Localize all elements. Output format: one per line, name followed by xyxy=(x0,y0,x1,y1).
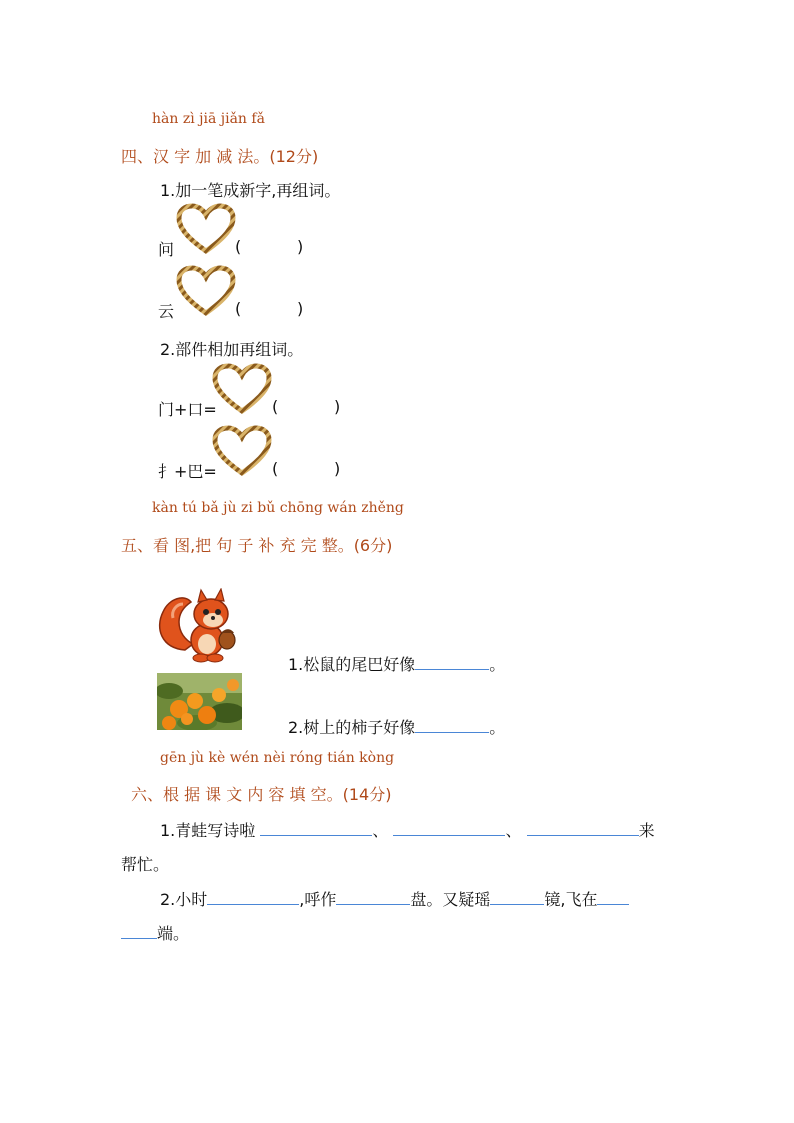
heart-frame-icon xyxy=(212,363,272,415)
answer-blank[interactable] xyxy=(336,888,410,905)
answer-paren-close: ) xyxy=(297,237,304,256)
squirrel-image xyxy=(155,588,243,666)
answer-blank[interactable] xyxy=(415,716,489,733)
answer-paren-open: ( xyxy=(235,299,242,318)
char-yun: 云 xyxy=(158,302,175,321)
section6-question-1: 1.青蛙写诗啦 、 、 来 xyxy=(160,821,655,840)
answer-blank[interactable] xyxy=(490,888,544,905)
answer-paren-close: ) xyxy=(334,459,341,478)
section4-question-2: 2.部件相加再组词。 xyxy=(160,340,304,359)
char-wen: 问 xyxy=(158,240,175,259)
expr-men-kou: 门+口= xyxy=(158,400,217,419)
answer-blank[interactable] xyxy=(527,819,639,836)
answer-paren-open: ( xyxy=(272,397,279,416)
section6-question-2-continued: 端。 xyxy=(121,921,189,944)
heart-frame-icon xyxy=(176,265,236,317)
persimmon-tree-image xyxy=(157,673,242,730)
answer-blank[interactable] xyxy=(415,653,489,670)
answer-blank[interactable] xyxy=(260,819,372,836)
answer-blank[interactable] xyxy=(393,819,505,836)
section5-question-2: 2.树上的柿子好像 。 xyxy=(288,718,506,737)
section4-heading: 四、汉 字 加 减 法。(12分) xyxy=(121,147,319,166)
section6-question-1-continued: 帮忙。 xyxy=(121,855,170,874)
answer-blank[interactable] xyxy=(597,888,629,905)
section6-pinyin: gēn jù kè wén nèi róng tián kòng xyxy=(160,750,395,766)
answer-paren-close: ) xyxy=(297,299,304,318)
section6-question-2: 2.小时 ,呼作 盘。又疑瑶 镜,飞在 xyxy=(160,887,629,910)
section5-question-1: 1.松鼠的尾巴好像 。 xyxy=(288,655,506,674)
section6-heading: 六、根 据 课 文 内 容 填 空。(14分) xyxy=(131,785,392,804)
answer-blank[interactable] xyxy=(121,922,157,939)
expr-shou-ba: 扌+巴= xyxy=(158,462,217,481)
answer-paren-close: ) xyxy=(334,397,341,416)
heart-frame-icon xyxy=(176,203,236,255)
answer-paren-open: ( xyxy=(235,237,242,256)
heart-frame-icon xyxy=(212,425,272,477)
section4-question-1: 1.加一笔成新字,再组词。 xyxy=(160,181,341,200)
section4-pinyin: hàn zì jiā jiǎn fǎ xyxy=(152,111,265,127)
answer-blank[interactable] xyxy=(207,888,299,905)
answer-paren-open: ( xyxy=(272,459,279,478)
section5-heading: 五、看 图,把 句 子 补 充 完 整。(6分) xyxy=(121,536,393,555)
section5-pinyin: kàn tú bǎ jù zi bǔ chōng wán zhěng xyxy=(152,500,404,516)
